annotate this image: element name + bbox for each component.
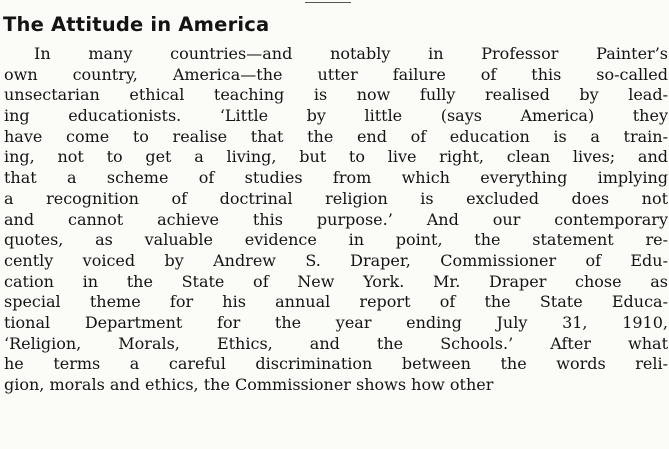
paragraph-line: that a scheme of studies from which everything implying xyxy=(4,168,668,188)
paragraph-line: unsectarian ethical teaching is now fully realised by lead- xyxy=(4,85,668,105)
paragraph-line: own country, America—the utter failure of this so-called xyxy=(4,64,668,84)
paragraph-line: and cannot achieve this purpose.’ And our contemporary xyxy=(4,209,668,229)
paragraph-line: cation in the State of New York. Mr. Draper chose as xyxy=(4,271,668,291)
top-rule xyxy=(305,2,351,3)
paragraph-line: a recognition of doctrinal religion is excluded does not xyxy=(4,188,668,208)
paragraph-line: quotes, as valuable evidence in point, the statement re- xyxy=(4,230,668,250)
article-body xyxy=(4,44,668,396)
paragraph-line: he terms a careful discrimination between the words reli- xyxy=(4,354,668,374)
paragraph-line: ‘Religion, Morals, Ethics, and the Schools.’ After what xyxy=(4,333,668,353)
section-heading: The Attitude in America xyxy=(3,13,270,36)
paragraph-line: have come to realise that the end of education is a train- xyxy=(4,126,668,146)
paragraph-line: In many countries—and notably in Professor Painter’s xyxy=(34,44,668,63)
paragraph-line: tional Department for the year ending July 31, 1910, xyxy=(4,312,668,332)
paragraph-line: ing educationists. ‘Little by little (says America) they xyxy=(4,106,668,126)
paragraph-line: gion, morals and ethics, the Commissioner shows how other xyxy=(4,375,494,394)
paragraph-line: special theme for his annual report of the State Educa- xyxy=(4,292,668,312)
paragraph-line: ing, not to get a living, but to live right, clean lives; and xyxy=(4,147,668,167)
paragraph-line: cently voiced by Andrew S. Draper, Commissioner of Edu- xyxy=(4,250,668,270)
